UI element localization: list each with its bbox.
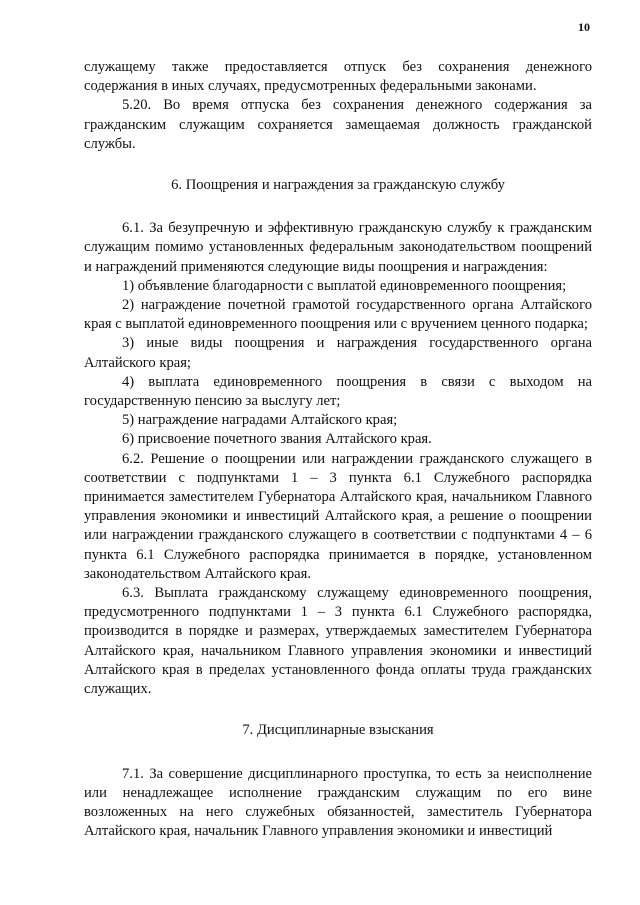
- list-item-6-1-2: 2) награждение почетной грамотой государственного органа Алтайского края с выплатой единовременного поощрения или с вручением ценного подарка;: [84, 297, 592, 333]
- paragraph-7-1: 7.1. За совершение дисциплинарного проступка, то есть за неисполнение или ненадлежащее исполнение гражданским служащим по его вине возложенных на него служебных обязанностей, заместитель Губернатора Алтайского края, начальник Главного управления экономики и инвестиций: [84, 765, 592, 840]
- page-number: 10: [578, 20, 590, 34]
- list-item-6-1-5: 5) награждение наградами Алтайского края;: [122, 412, 398, 429]
- section-7-heading: 7. Дисциплинарные взыскания: [242, 722, 434, 739]
- paragraph-5-20: 5.20. Во время отпуска без сохранения денежного содержания за гражданским служащим сохраняется замещаемая должность гражданской службы.: [84, 97, 592, 152]
- paragraph-6-3: 6.3. Выплата гражданскому служащему единовременного поощрения, предусмотренного подпунктами 1 – 3 пункта 6.1 Служебного распорядка, производится в порядке и размерах, утверждаемых заместителем Губернатора Алтайского края, начальником Главного управления экономики и инвестиций Алтайского края в пределах установленного фонда оплаты труда гражданских служащих.: [84, 585, 592, 698]
- section-6-heading: 6. Поощрения и награждения за гражданскую службу: [171, 177, 505, 194]
- list-item-6-1-1: 1) объявление благодарности с выплатой единовременного поощрения;: [122, 277, 567, 294]
- paragraph-6-2: 6.2. Решение о поощрении или награждении гражданского служащего в соответствии с подпунктами 1 – 3 пункта 6.1 Служебного распорядка принимается заместителем Губернатора Алтайского края, начальником Главного управления экономики и инвестиций Алтайского края, а решение о поощрении или награждении гражданского служащего в соответствии с подпунктами 4 – 6 пункта 6.1 Служебного распорядка принимается в порядке, установленном законодательством Алтайского края.: [84, 450, 592, 582]
- paragraph-continuation: служащему также предоставляется отпуск без сохранения денежного содержания в иных случаях, предусмотренных федеральными законами.: [84, 59, 592, 95]
- paragraph-6-1: 6.1. За безупречную и эффективную гражданскую службу к гражданским служащим помимо установленных федеральным законодательством поощрений и награждений применяются следующие виды поощрения и награждения:: [84, 220, 592, 275]
- document-body: [84, 58, 592, 841]
- list-item-6-1-6: 6) присвоение почетного звания Алтайского края.: [122, 431, 432, 448]
- list-item-6-1-4: 4) выплата единовременного поощрения в связи с выходом на государственную пенсию за выслугу лет;: [84, 373, 592, 410]
- list-item-6-1-3: 3) иные виды поощрения и награждения государственного органа Алтайского края;: [84, 335, 592, 371]
